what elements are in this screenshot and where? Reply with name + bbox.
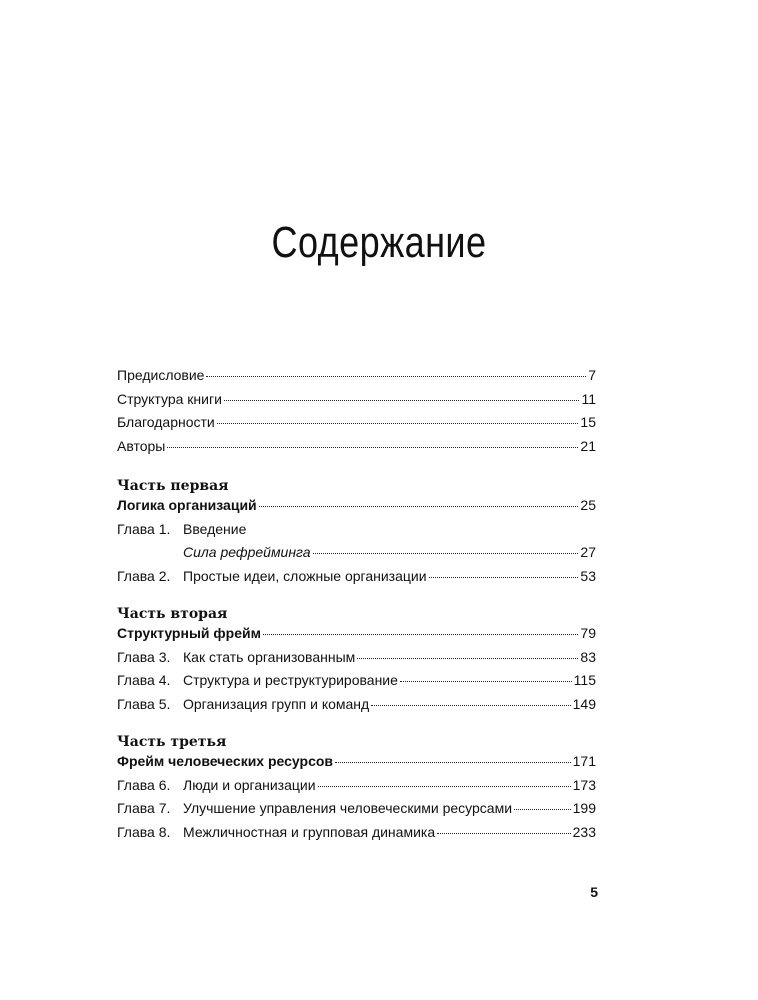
dot-leader <box>335 762 571 763</box>
toc-entry-book-structure[interactable] <box>117 391 596 415</box>
toc-entry-page: 27 <box>580 544 596 560</box>
chapter-title: Улучшение управления человеческими ресурсами <box>183 800 513 816</box>
chapter-number: Глава 7. <box>117 800 171 816</box>
toc-entry-page: 21 <box>580 437 596 454</box>
toc-entry-label: Структура книги <box>117 390 222 407</box>
toc-entry-page: 115 <box>573 672 596 688</box>
dot-leader <box>318 786 571 787</box>
toc-entry-page: 171 <box>572 753 596 769</box>
toc-chapter-1[interactable] <box>117 521 596 545</box>
dot-leader <box>167 447 578 448</box>
toc-chapter-8[interactable] <box>117 824 596 848</box>
toc-chapter-2[interactable] <box>117 568 596 592</box>
chapter-number: Глава 6. <box>117 776 171 793</box>
toc-entry-authors[interactable] <box>117 438 596 462</box>
toc-entry-page: 11 <box>581 390 596 407</box>
chapter-number: Глава 3. <box>117 648 171 665</box>
part-heading: Часть третья <box>117 734 227 750</box>
toc-part-title[interactable] <box>117 625 596 649</box>
dot-leader <box>400 681 572 682</box>
part-title-label: Логика организаций <box>117 497 257 513</box>
toc-entry-acknowledgements[interactable] <box>117 414 596 438</box>
toc-entry-page: 199 <box>572 800 596 816</box>
chapter-title: Структура и реструктурирование <box>183 672 398 688</box>
dot-leader <box>263 634 578 635</box>
toc-chapter-5[interactable] <box>117 696 596 720</box>
chapter-title: Введение <box>183 520 247 537</box>
page-title: Содержание <box>271 218 487 267</box>
toc-entry-page: 15 <box>580 414 596 430</box>
toc-part-title[interactable] <box>117 497 596 521</box>
toc-entry-page: 79 <box>580 625 596 641</box>
dot-leader <box>217 423 579 424</box>
chapter-title: Как стать организованным <box>183 648 356 665</box>
part-title-label: Фрейм человеческих ресурсов <box>117 753 334 769</box>
chapter-subtitle: Сила рефрейминга <box>183 544 311 560</box>
dot-leader <box>429 577 579 578</box>
dot-leader <box>371 705 570 706</box>
chapter-number: Глава 5. <box>117 695 171 712</box>
chapter-number: Глава 1. <box>117 520 171 537</box>
dot-leader <box>206 376 586 377</box>
toc-part-title[interactable] <box>117 753 596 777</box>
toc-entry-label: Благодарности <box>117 414 215 430</box>
part-title-label: Структурный фрейм <box>117 625 261 641</box>
toc-entry-page: 7 <box>588 367 596 383</box>
toc-entry-page: 53 <box>580 567 596 584</box>
toc-entry-page: 233 <box>572 823 596 840</box>
dot-leader <box>259 506 579 507</box>
chapter-title: Простые идеи, сложные организации <box>183 567 427 584</box>
toc-entry-page: 173 <box>572 776 596 793</box>
toc-entry-page: 83 <box>580 648 596 665</box>
chapter-title: Организация групп и команд <box>183 695 370 712</box>
part-heading: Часть первая <box>117 478 229 494</box>
toc-entry-label: Авторы <box>117 437 166 454</box>
toc-entry-label: Предисловие <box>117 367 205 383</box>
toc-entry-page: 149 <box>572 695 596 712</box>
chapter-number: Глава 2. <box>117 567 171 584</box>
toc-chapter-3[interactable] <box>117 649 596 673</box>
chapter-title: Межличностная и групповая динамика <box>183 823 436 840</box>
dot-leader <box>514 809 571 810</box>
dot-leader <box>357 658 578 659</box>
part-heading: Часть вторая <box>117 606 228 622</box>
toc-entry-page: 25 <box>580 497 596 513</box>
chapter-number: Глава 8. <box>117 823 171 840</box>
toc-chapter-1-subtitle[interactable] <box>117 544 596 568</box>
table-of-contents <box>117 367 596 847</box>
toc-entry-preface[interactable] <box>117 367 596 391</box>
toc-chapter-6[interactable] <box>117 777 596 801</box>
dot-leader <box>313 553 579 554</box>
dot-leader <box>224 400 580 401</box>
page-number: 5 <box>590 884 598 900</box>
chapter-title: Люди и организации <box>183 776 316 793</box>
toc-chapter-4[interactable] <box>117 672 596 696</box>
dot-leader <box>437 833 571 834</box>
toc-chapter-7[interactable] <box>117 800 596 824</box>
chapter-number: Глава 4. <box>117 672 171 688</box>
